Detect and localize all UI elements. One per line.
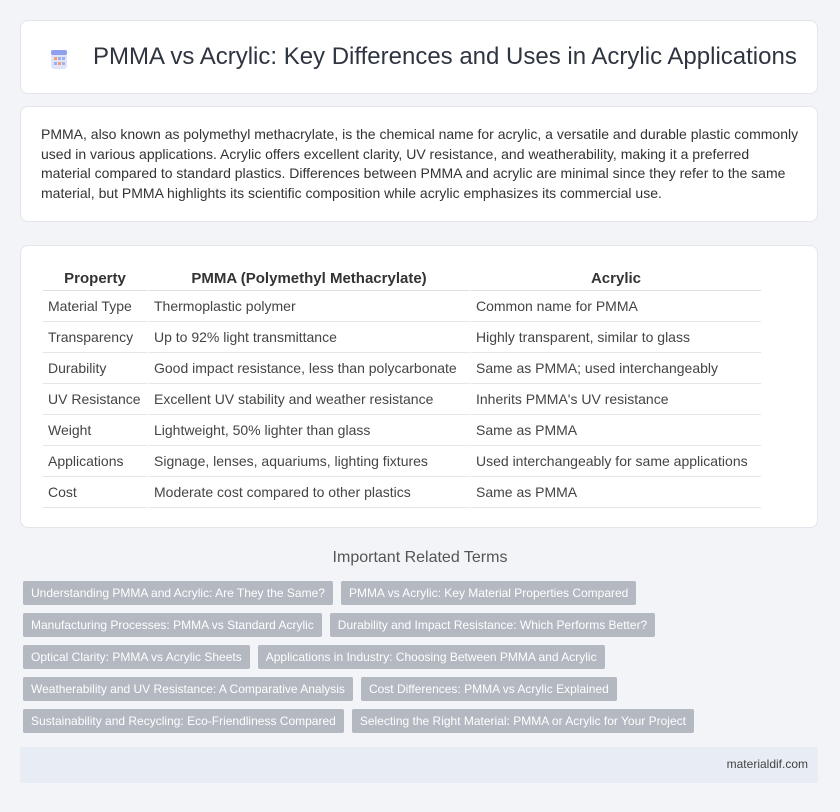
intro-paragraph: PMMA, also known as polymethyl methacrylate, is the chemical name for acrylic, a versatile and durable plastic commonly used in various applications. Acrylic offers excellent clarity, UV resistance, and weatherability, making it a preferred material compared to standard plastics. Differences between PMMA and acrylic are minimal since they refer to the same material, but PMMA highlights its scientific composition while acrylic emphasizes its commercial use. — [41, 126, 799, 201]
table-row — [43, 384, 761, 415]
related-terms-row — [23, 581, 823, 605]
cell-property: Weight — [43, 415, 147, 446]
cell-property: UV Resistance — [43, 384, 147, 415]
table-row — [43, 415, 761, 446]
table-header-row — [43, 264, 761, 291]
document-stack-icon — [47, 47, 71, 71]
cell-acrylic: Highly transparent, similar to glass — [469, 322, 761, 353]
column-header-pmma: PMMA (Polymethyl Methacrylate) — [147, 264, 469, 291]
cell-property: Applications — [43, 446, 147, 477]
page-title: PMMA vs Acrylic: Key Differences and Uses in Acrylic Applications — [93, 43, 797, 70]
related-term-link[interactable]: PMMA vs Acrylic: Key Material Properties Compared — [341, 581, 636, 605]
related-term-link[interactable]: Durability and Impact Resistance: Which Performs Better? — [330, 613, 655, 637]
cell-pmma: Moderate cost compared to other plastics — [147, 477, 469, 508]
related-term-link[interactable]: Sustainability and Recycling: Eco-Friendliness Compared — [23, 709, 344, 733]
footer — [20, 747, 818, 783]
cell-pmma: Good impact resistance, less than polycarbonate — [147, 353, 469, 384]
cell-acrylic: Same as PMMA; used interchangeably — [469, 353, 761, 384]
footer-site: materialdif.com — [726, 757, 808, 771]
cell-acrylic: Same as PMMA — [469, 415, 761, 446]
cell-acrylic: Used interchangeably for same applications — [469, 446, 761, 477]
related-term-link[interactable]: Applications in Industry: Choosing Between PMMA and Acrylic — [258, 645, 605, 669]
cell-property: Transparency — [43, 322, 147, 353]
related-terms-row — [23, 677, 823, 701]
related-terms-row — [23, 645, 823, 669]
related-terms-list — [23, 581, 823, 741]
related-term-link[interactable]: Optical Clarity: PMMA vs Acrylic Sheets — [23, 645, 250, 669]
intro-card — [20, 106, 818, 222]
cell-pmma: Up to 92% light transmittance — [147, 322, 469, 353]
comparison-table — [43, 264, 761, 508]
related-terms-row — [23, 709, 823, 733]
related-term-link[interactable]: Selecting the Right Material: PMMA or Acrylic for Your Project — [352, 709, 694, 733]
cell-acrylic: Common name for PMMA — [469, 291, 761, 322]
header-card — [20, 20, 818, 94]
related-term-link[interactable]: Weatherability and UV Resistance: A Comparative Analysis — [23, 677, 353, 701]
cell-pmma: Lightweight, 50% lighter than glass — [147, 415, 469, 446]
related-terms-row — [23, 613, 823, 637]
table-row — [43, 353, 761, 384]
column-header-acrylic: Acrylic — [469, 264, 761, 291]
cell-pmma: Excellent UV stability and weather resistance — [147, 384, 469, 415]
table-row — [43, 322, 761, 353]
cell-property: Cost — [43, 477, 147, 508]
cell-property: Durability — [43, 353, 147, 384]
cell-pmma: Thermoplastic polymer — [147, 291, 469, 322]
cell-acrylic: Same as PMMA — [469, 477, 761, 508]
table-row — [43, 477, 761, 508]
table-row — [43, 446, 761, 477]
column-header-property: Property — [43, 264, 147, 291]
cell-pmma: Signage, lenses, aquariums, lighting fixtures — [147, 446, 469, 477]
related-terms-title: Important Related Terms — [332, 549, 508, 566]
comparison-table-card — [20, 245, 818, 528]
table-row — [43, 291, 761, 322]
cell-property: Material Type — [43, 291, 147, 322]
related-term-link[interactable]: Understanding PMMA and Acrylic: Are They the Same? — [23, 581, 333, 605]
cell-acrylic: Inherits PMMA's UV resistance — [469, 384, 761, 415]
related-term-link[interactable]: Manufacturing Processes: PMMA vs Standard Acrylic — [23, 613, 322, 637]
related-term-link[interactable]: Cost Differences: PMMA vs Acrylic Explained — [361, 677, 617, 701]
